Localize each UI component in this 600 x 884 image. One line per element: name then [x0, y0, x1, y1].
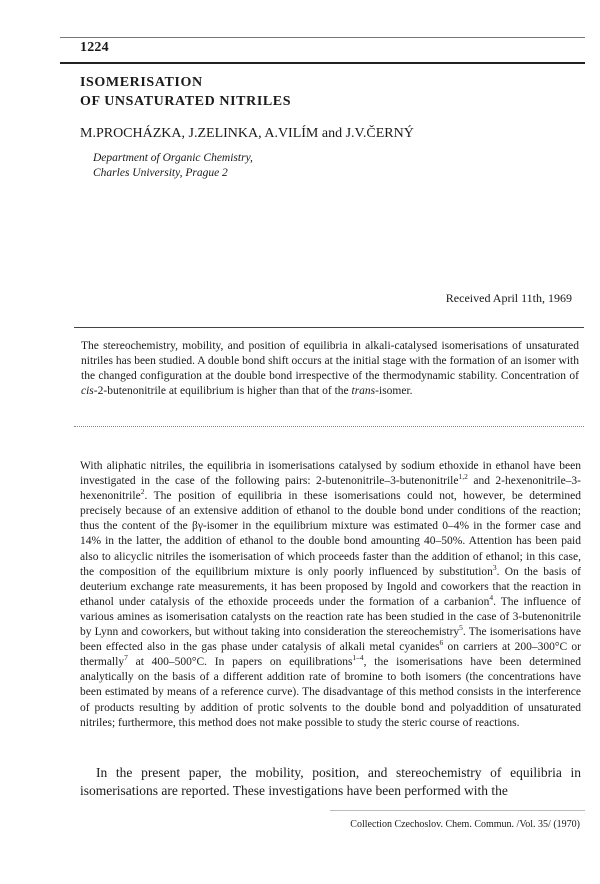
- header-rule: [60, 62, 585, 64]
- p1-text-8: at 400–500°C. In papers on equilibrations: [127, 656, 353, 669]
- abstract: [81, 339, 579, 399]
- ref-sup-8: 1–4: [352, 653, 364, 663]
- ref-sup-4: 4: [489, 593, 494, 603]
- affiliation-line-2: Charles University, Prague 2: [93, 167, 228, 179]
- affiliation-line-1: Department of Organic Chemistry,: [93, 152, 253, 164]
- body-paragraph-2: In the present paper, the mobility, position, and stereochemistry of equilibria in isomerisations are reported. These investigations have been performed with the: [80, 765, 581, 798]
- body-paragraph-1: [80, 459, 581, 731]
- journal-footer: Collection Czechoslov. Chem. Commun. /Vol. 35/ (1970): [350, 819, 580, 830]
- ref-sup-1: 1,2: [458, 472, 468, 482]
- p1-text-3: . The position of equilibria in these isomerisations could not, however, be determined precisely because of an extensive addition of ethanol to the double bond under conditions of the reaction; thus the content of the βγ-isomer in the equilibrium mixture was estimated 0–4% in the former case and 14% in the latter, the addition of ethanol to the double bond amounting 40–50%. Attention has been paid also to alicyclic nitriles the isomerisation of which proceeds faster than the addition of ethanol; in this case, the composition of the equilibrium mixture is only poorly influenced by substitution: [80, 490, 581, 578]
- abstract-text-3: -isomer.: [375, 385, 413, 397]
- ref-sup-3: 3: [492, 562, 497, 572]
- ref-sup-6: 6: [439, 638, 444, 648]
- ref-sup-5: 5: [459, 623, 463, 633]
- p1-text-9: , the isomerisations have been determined analytically on the basis of a different addition rate of bromine to both isomers (the concentrations have been estimated by means of a reference curve). The disadvantage of this method consists in the interference of products resulting by addition of protic solvents to the double bond and polyaddition of unsaturated nitriles; furthermore, this method does not make possible to study the steric course of reactions.: [80, 656, 581, 729]
- title-line-1: ISOMERISATION: [80, 75, 203, 90]
- p1-text-1: With aliphatic nitriles, the equilibria in isomerisations catalysed by sodium ethoxide in ethanol have been investigated in the case of the following pairs: 2-butenonitrile–3-butenonitrile: [80, 460, 581, 488]
- received-date: Received April 11th, 1969: [445, 291, 572, 305]
- abstract-cis: cis: [81, 385, 94, 397]
- top-rule: [60, 37, 585, 38]
- abstract-bottom-rule: [74, 426, 584, 427]
- affiliation: [93, 151, 253, 181]
- p1-text-7: on carriers at 200–300°C or thermally: [80, 641, 581, 669]
- p1-text-2: and 2-hexenonitrile–3-hexenonitrile: [80, 475, 582, 503]
- abstract-trans: trans: [351, 385, 376, 397]
- abstract-text-1: The stereochemistry, mobility, and position of equilibria in alkali-catalysed isomerisations of unsaturated nitriles has been studied. A double bond shift occurs at the initial stage with the formation of an isomer with the changed configuration at the double bond irrespective of the thermodynamic stability. Concentration of: [81, 340, 579, 382]
- p1-text-6: . The isomerisations have been effected also in the gas phase under catalysis of alkali metal cyanides: [80, 626, 582, 654]
- p1-text-4: . On the basis of deuterium exchange rate measurements, it has been proposed by Ingold and coworkers that the reaction in ethanol under catalysis of the ethoxide proceeds under the formation of a carbanion: [80, 565, 581, 608]
- ref-sup-7: 7: [124, 653, 128, 663]
- abstract-text-2: -2-butenonitrile at equilibrium is higher than that of the: [93, 385, 352, 397]
- title-line-2: OF UNSATURATED NITRILES: [80, 94, 292, 109]
- abstract-top-rule: [74, 327, 584, 328]
- authors: M.PROCHÁZKA, J.ZELINKA, A.VILÍM and J.V.ČERNÝ: [80, 126, 414, 141]
- footer-rule: [330, 810, 585, 811]
- p1-text-5: . The influence of various amines as isomerisation catalysts on the reaction rate has been studied in the case of 3-butenonitrile by Lynn and coworkers, but without taking into consideration the stereochemistry: [80, 595, 581, 639]
- ref-sup-2: 2: [140, 487, 145, 497]
- page-number: 1224: [80, 40, 109, 55]
- article-title: [80, 73, 291, 111]
